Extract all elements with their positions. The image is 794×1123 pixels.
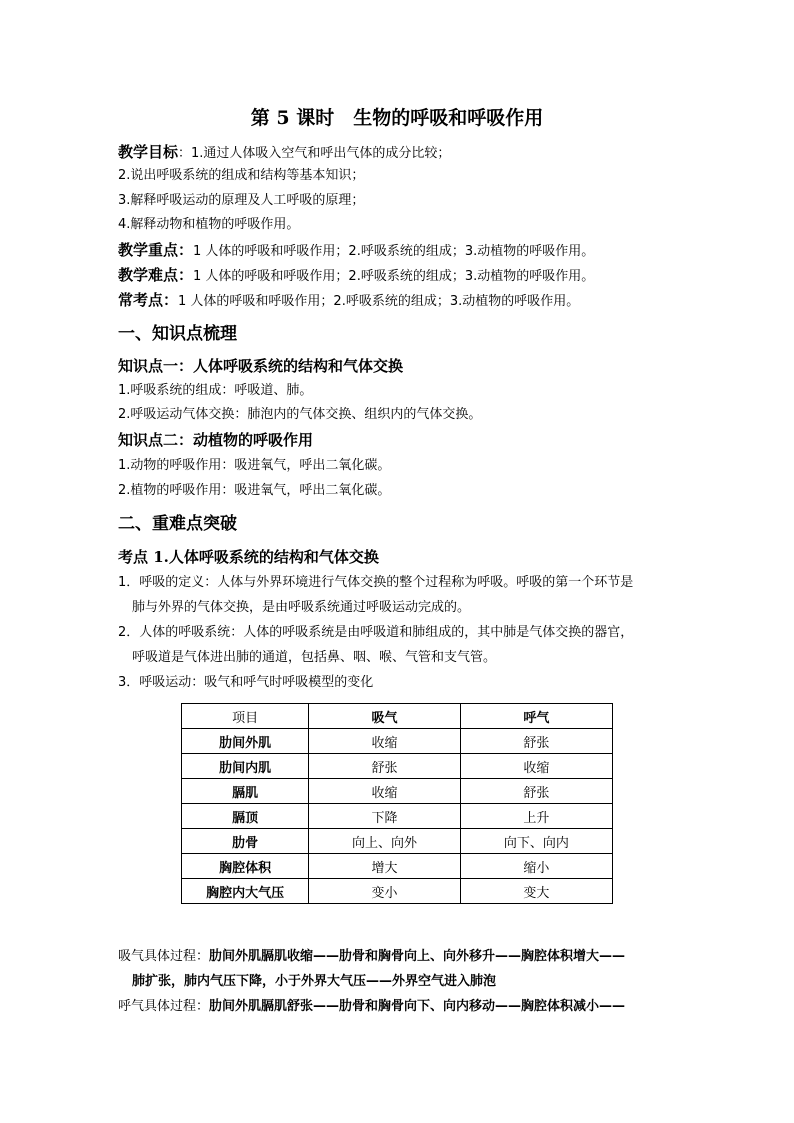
objectives-colon: ： [178, 146, 192, 161]
table-row [182, 779, 613, 804]
row-label-cell: 肋骨 [182, 829, 309, 854]
exam-point-1-title: 考点 1.人体呼吸系统的结构和气体交换 [118, 548, 379, 566]
objectives-line-1 [118, 142, 450, 164]
objective-item-1: 1.通过人体吸入空气和呼出气体的成分比较； [191, 146, 451, 161]
table-cell: 收缩 [309, 779, 460, 804]
table-cell: 收缩 [460, 754, 612, 779]
table-cell: 舒张 [460, 729, 612, 754]
paragraph-2-line-1: 2．人体的呼吸系统：人体的呼吸系统是由呼吸道和肺组成的，其中肺是气体交换的器官， [118, 625, 634, 640]
knowledge-point-1-title: 知识点一：人体呼吸系统的结构和气体交换 [118, 357, 404, 375]
paragraph-1-line-1: 1．呼吸的定义：人体与外界环境进行气体交换的整个过程称为呼吸。呼吸的第一个环节是 [118, 575, 634, 590]
key-points-label: 教学重点： [118, 241, 194, 259]
section-1-heading: 一、知识点梳理 [118, 324, 237, 344]
difficult-points-line [118, 265, 594, 287]
kp2-line-2: 2.植物的呼吸作用：吸进氧气，呼出二氧化碳。 [118, 483, 391, 498]
kp1-line-2: 2.呼吸运动气体交换：肺泡内的气体交换、组织内的气体交换。 [118, 407, 482, 422]
table-row [182, 804, 613, 829]
difficult-points-text: 1 人体的呼吸和呼吸作用；2.呼吸系统的组成；3.动植物的呼吸作用。 [193, 269, 595, 284]
table-cell: 上升 [460, 804, 612, 829]
exhale-process-line-1 [118, 997, 625, 1017]
table-cell: 舒张 [460, 779, 612, 804]
kp2-line-1: 1.动物的呼吸作用：吸进氧气，呼出二氧化碳。 [118, 458, 391, 473]
table-cell: 变大 [460, 879, 612, 904]
table-header-row [182, 704, 613, 729]
table-cell: 向下、向内 [460, 829, 612, 854]
table-row [182, 729, 613, 754]
table-cell: 增大 [309, 854, 460, 879]
row-label-cell: 肋间内肌 [182, 754, 309, 779]
key-points-line [118, 240, 594, 262]
table-cell: 收缩 [309, 729, 460, 754]
row-label-cell: 胸腔内大气压 [182, 879, 309, 904]
paragraph-1-line-2: 肺与外界的气体交换，是由呼吸系统通过呼吸运动完成的。 [132, 600, 471, 615]
page-title: 第 5 课时 生物的呼吸和呼吸作用 [250, 107, 544, 129]
inhale-process-label: 吸气具体过程： [118, 949, 210, 964]
common-points-text: 1 人体的呼吸和呼吸作用；2.呼吸系统的组成；3.动植物的呼吸作用。 [178, 294, 580, 309]
table-cell: 向上、向外 [309, 829, 460, 854]
difficult-points-label: 教学难点： [118, 266, 194, 284]
table-header-cell: 项目 [182, 704, 309, 729]
exhale-process-text-1: 肋间外肌膈肌舒张——肋骨和胸骨向下、向内移动——胸腔体积减小—— [209, 999, 626, 1014]
exhale-process-label: 呼气具体过程： [118, 999, 210, 1014]
kp1-line-1: 1.呼吸系统的组成：呼吸道、肺。 [118, 383, 313, 398]
table-cell: 下降 [309, 804, 460, 829]
row-label-cell: 胸腔体积 [182, 854, 309, 879]
inhale-process-line-2: 肺扩张，肺内气压下降，小于外界大气压——外界空气进入肺泡 [132, 974, 497, 989]
key-points-text: 1 人体的呼吸和呼吸作用；2.呼吸系统的组成；3.动植物的呼吸作用。 [193, 244, 595, 259]
objective-item-4: 4.解释动物和植物的呼吸作用。 [118, 217, 300, 232]
objective-item-2: 2.说出呼吸系统的组成和结构等基本知识； [118, 168, 365, 183]
table-row [182, 754, 613, 779]
inhale-process-line-1 [118, 947, 625, 967]
table-row [182, 854, 613, 879]
table-cell: 舒张 [309, 754, 460, 779]
section-2-heading: 二、重难点突破 [118, 514, 237, 534]
objective-item-3: 3.解释呼吸运动的原理及人工呼吸的原理； [118, 193, 365, 208]
paragraph-3-line-1: 3．呼吸运动：吸气和呼气时呼吸模型的变化 [118, 675, 374, 690]
common-points-line [118, 290, 579, 312]
objectives-label: 教学目标 [118, 143, 179, 161]
table-header-cell: 呼气 [460, 704, 612, 729]
table-row [182, 879, 613, 904]
common-points-label: 常考点： [118, 291, 179, 309]
row-label-cell: 膈顶 [182, 804, 309, 829]
row-label-cell: 肋间外肌 [182, 729, 309, 754]
table-cell: 变小 [309, 879, 460, 904]
table-cell: 缩小 [460, 854, 612, 879]
inhale-process-text-1: 肋间外肌膈肌收缩——肋骨和胸骨向上、向外移升——胸腔体积增大—— [209, 949, 626, 964]
table-row [182, 829, 613, 854]
table-header-cell: 吸气 [309, 704, 460, 729]
row-label-cell: 膈肌 [182, 779, 309, 804]
breathing-comparison-table [181, 703, 613, 904]
paragraph-2-line-2: 呼吸道是气体进出肺的通道，包括鼻、咽、喉、气管和支气管。 [132, 650, 497, 665]
knowledge-point-2-title: 知识点二：动植物的呼吸作用 [118, 431, 314, 449]
